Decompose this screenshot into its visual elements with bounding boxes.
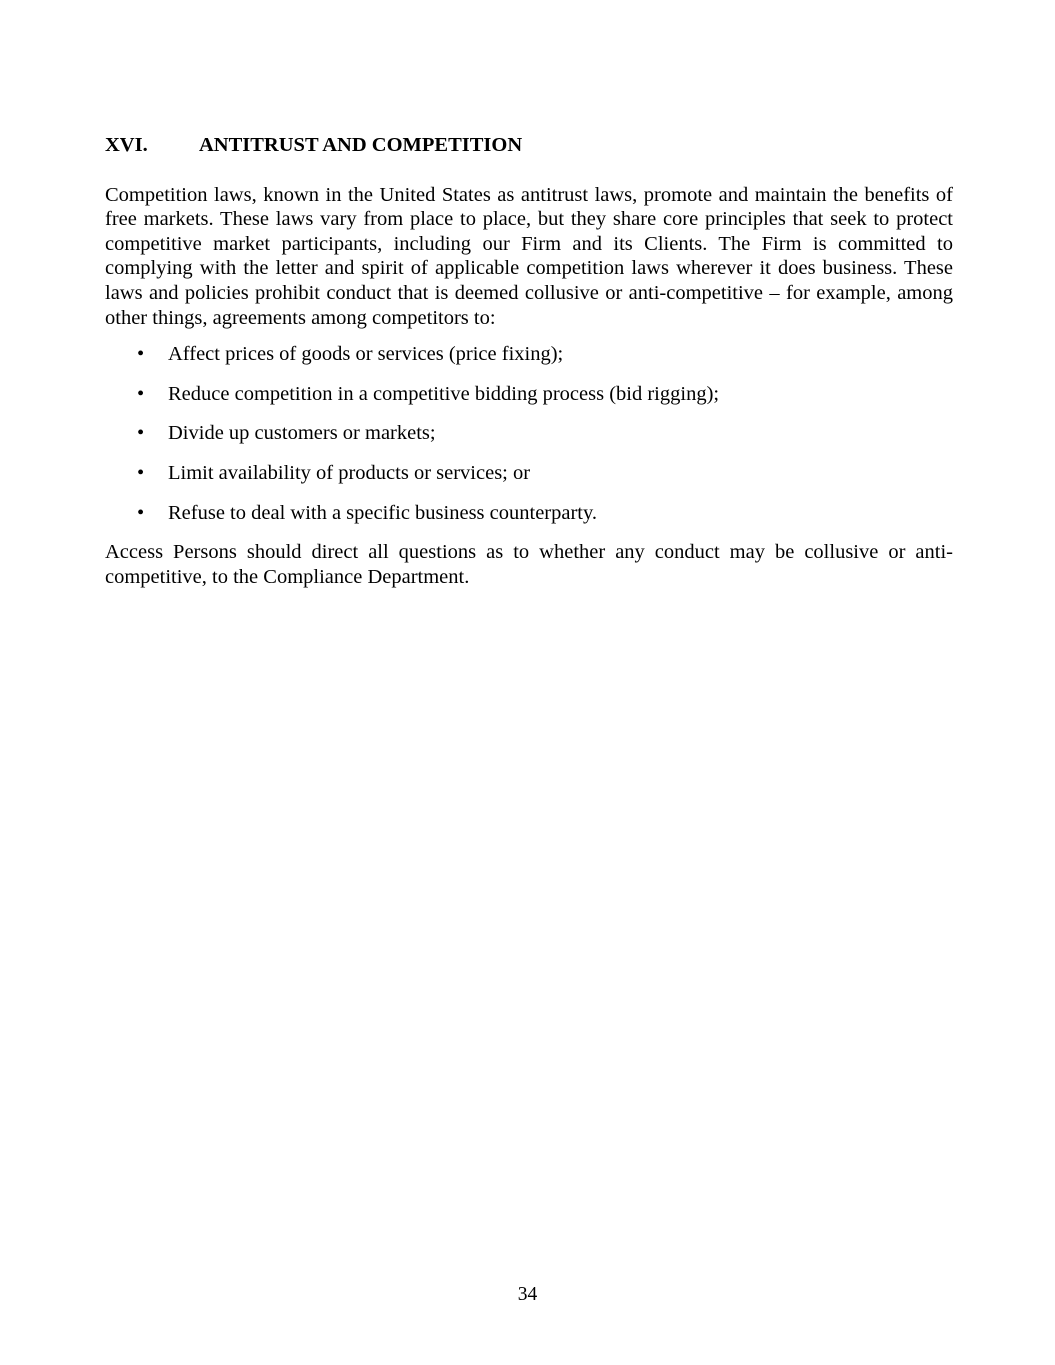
page-number: 34 [517, 1284, 538, 1305]
bullet-item-text: Refuse to deal with a specific business counterparty. [168, 501, 598, 524]
bullet-item-text: Affect prices of goods or services (price fixing); [168, 343, 564, 366]
bullet-icon: • [137, 343, 145, 366]
intro-paragraph: Competition laws, known in the United States as antitrust laws, promote and maintain the benefits of free markets. These laws vary from place to place, but they share core principles that seek to protect competitive market participants, including our Firm and its Clients. The Firm is committed to complying with the letter and spirit of applicable competition laws wherever it does business. These laws and policies prohibit conduct that is deemed collusive or anti-competitive – for example, among other things, agreements among competitors to: [105, 183, 953, 329]
bullet-item [105, 382, 953, 407]
page-content [105, 133, 953, 589]
bullet-item [105, 461, 953, 486]
bullet-list [105, 342, 953, 525]
bullet-item [105, 501, 953, 526]
bullet-icon: • [137, 382, 145, 405]
bullet-item [105, 421, 953, 446]
section-heading [105, 133, 953, 158]
section-title: ANTITRUST AND COMPETITION [199, 134, 523, 156]
bullet-item-text: Divide up customers or markets; [168, 422, 436, 445]
section-number: XVI. [105, 134, 148, 156]
closing-paragraph: Access Persons should direct all questions as to whether any conduct may be collusive or anti-competitive, to the Compliance Department. [105, 541, 953, 588]
bullet-item-text: Reduce competition in a competitive bidding process (bid rigging); [168, 382, 720, 405]
bullet-icon: • [137, 422, 145, 445]
bullet-icon: • [137, 501, 145, 524]
bullet-icon: • [137, 461, 145, 484]
bullet-item-text: Limit availability of products or services; or [168, 461, 531, 484]
bullet-item [105, 342, 953, 367]
